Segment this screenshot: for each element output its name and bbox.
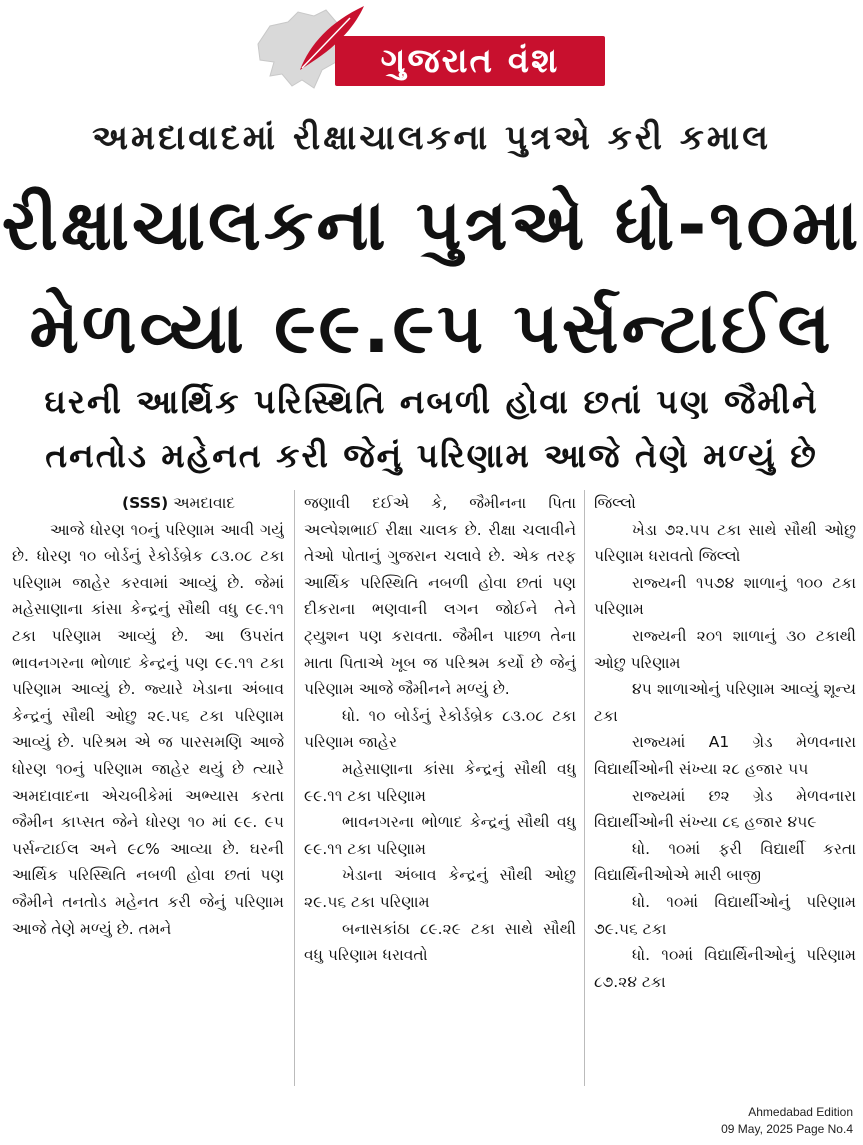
paragraph: આજે ધોરણ ૧૦નું પરિણામ આવી ગયું છે. ધોરણ ૧૦ બોર્ડનું રેકોર્ડબ્રેક ૮૩.૦૮ ટકા પરિણામ જાહેર કરવામાં આવ્યું છે. જેમાં મહેસાણાના કાંસા કેન્દ્રનું સૌથી વધુ ૯૯.૧૧ ટકા પરિણામ આવ્યું છે. આ ઉપરાંત ભાવનગરના ભોળાદ કેન્દ્રનું પણ ૯૯.૧૧ ટકા પરિણામ આવ્યું છે. જ્યારે ખેડાના અંબાવ કેન્દ્રનું સૌથી ઓછુ ૨૯.૫૬ ટકા પરિણામ આવ્યું છે. પરિશ્રમ એ જ પારસમણિ આજે ધોરણ ૧૦નું પરિણામ જાહેર થયું છે ત્યારે અમદાવાદના એચબીકેમાં અભ્યાસ કરતા જૈમીન કાપ્સત જેને ધોરણ ૧૦ માં ૯૯. ૯૫ પર્સન્ટાઈલ અને ૯૮% આવ્યા છે. ઘરની આર્થિક પરિસ્થિતિ નબળી હોવા છતાં પણ જૈમીને તનતોડ મહેનત કરી જેનું પરિણામ આજે તેણે મળ્યું છે. તમને — [12, 520, 284, 938]
highlight-item: ધો. ૧૦માં ફરી વિદ્યાર્થી કરતા વિદ્યાર્થિનીઓએ મારી બાજી — [594, 839, 856, 885]
article-column-1 — [12, 490, 284, 1090]
column-divider — [294, 490, 295, 1086]
subheadline-line2: તનતોડ મહેનત કરી જેનું પરિણામ આજે તેણે મળ્યું છે — [45, 436, 818, 475]
article-column-2 — [304, 490, 576, 1090]
highlight-item: જિલ્લો — [594, 494, 636, 512]
dateline-city: અમદાવાદ — [168, 494, 236, 512]
date-page-label: 09 May, 2025 Page No.4 — [721, 1122, 853, 1136]
highlight-item: ખેડાના અંબાવ કેન્દ્રનું સૌથી ઓછુ ૨૯.૫૬ ટકા પરિણામ — [304, 866, 576, 911]
highlight-item: ભાવનગરના ભોળાદ કેન્દ્રનું સૌથી વધુ ૯૯.૧૧ ટકા પરિણામ — [304, 813, 576, 858]
masthead — [248, 4, 614, 96]
article-column-3 — [594, 490, 856, 1090]
dateline — [12, 490, 284, 517]
main-headline-line1: રીક્ષાચાલકના પુત્રએ ધો-૧૦મા — [1, 184, 862, 266]
page-footer — [721, 1104, 853, 1138]
highlight-item: રાજ્યમાં છ૨ ગ્રેડ મેળવનારા વિદ્યાર્થીઓની સંખ્યા ૮૬ હજાર ૪૫૯ — [594, 786, 856, 832]
highlight-item: રાજ્યની ૨૦૧ શાળાનું ૩૦ ટકાથી ઓછુ પરિણામ — [594, 626, 856, 672]
edition-label: Ahmedabad Edition — [748, 1105, 853, 1119]
highlight-item: ૪૫ શાળાઓનું પરિણામ આવ્યું શૂન્ય ટકા — [594, 680, 856, 725]
highlight-item: બનાસકાંઠા ૮૯.૨૯ ટકા સાથે સૌથી વધુ પરિણામ ધરાવતો — [304, 919, 576, 965]
highlight-item: ધો. ૧૦ બોર્ડનું રેકોર્ડબ્રેક ૮૩.૦૮ ટકા પરિણામ જાહેર — [304, 706, 576, 752]
highlight-item: રાજ્યની ૧૫૭૪ શાળાનું ૧૦૦ ટકા પરિણામ — [594, 573, 856, 619]
subheadline-line1: ઘરની આર્થિક પરિસ્થિતિ નબળી હોવા છતાં પણ જૈમીને — [44, 382, 819, 421]
highlight-item: ખેડા ૭૨.૫૫ ટકા સાથે સૌથી ઓછુ પરિણામ ધરાવતો જિલ્લો — [594, 520, 856, 566]
kicker-headline: અમદાવાદમાં રીક્ષાચાલકના પુત્રએ કરી કમાલ — [92, 118, 771, 158]
dateline-source: (SSS) — [122, 494, 169, 512]
highlight-item: ધો. ૧૦માં વિદ્યાર્થીઓનું પરિણામ ૭૯.૫૬ ટકા — [594, 892, 856, 938]
column-divider — [584, 490, 585, 1086]
highlight-item: મહેસાણાના કાંસા કેન્દ્રનું સૌથી વધુ ૯૯.૧૧ ટકા પરિણામ — [304, 759, 576, 805]
highlight-item: ધો. ૧૦માં વિદ્યાર્થિનીઓનું પરિણામ ૮૭.૨૪ ટકા — [594, 946, 856, 991]
paragraph: જણાવી દઈએ કે, જૈમીનના પિતા અલ્પેશભાઈ રીક્ષા ચાલક છે. રીક્ષા ચલાવીને તેઓ પોતાનું ગુજરાન ચલાવે છે. એક તરફ આર્થિક પરિસ્થિતિ નબળી હોવા છતાં પણ દીકરાના ભણવાની લગન જોઈને તેને ટ્યુશન પણ કરાવતા. જૈમીન પાછળ તેના માતા પિતાએ ખૂબ જ પરિશ્રમ કર્યો છે જેનું પરિણામ આજે જૈમીનને મળ્યું છે. — [304, 494, 576, 699]
highlight-item: રાજ્યમાં A1 ગ્રેડ મેળવનારા વિદ્યાર્થીઓની સંખ્યા ૨૮ હજાર ૫૫ — [594, 733, 856, 778]
masthead-logo: ગુજરાત વંશ — [335, 36, 605, 86]
main-headline-line2: મેળવ્યા ૯૯.૯૫ પર્સન્ટાઈલ — [29, 287, 834, 369]
